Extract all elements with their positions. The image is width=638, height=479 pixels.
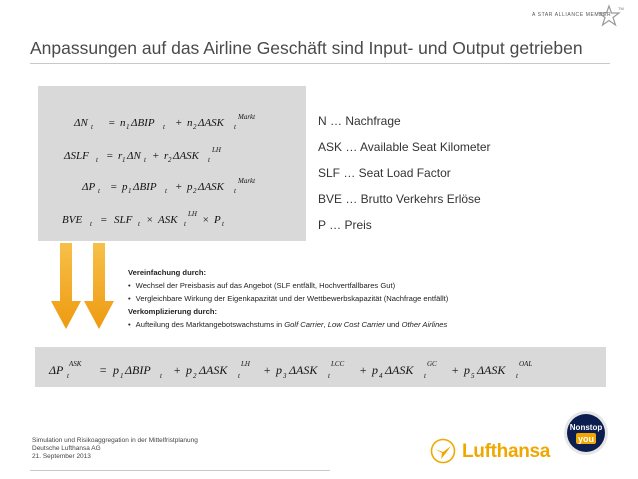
svg-text:4: 4 xyxy=(379,372,383,380)
notes-bullet: • Vergleichbare Wirkung der Eigenkapazität und der Wettbewerbskapazität (Nachfrage entfällt) xyxy=(128,292,448,305)
svg-text:ΔBIP: ΔBIP xyxy=(131,117,155,129)
svg-text:LH: LH xyxy=(188,210,197,218)
svg-text:t: t xyxy=(234,123,236,131)
svg-text:5: 5 xyxy=(471,372,475,380)
svg-text:2: 2 xyxy=(193,372,197,380)
svg-text:Nonstop: Nonstop xyxy=(569,423,603,432)
svg-text:t: t xyxy=(238,372,240,380)
svg-text:=: = xyxy=(110,181,118,193)
svg-text:+: + xyxy=(263,363,272,377)
svg-text:ΔASK: ΔASK xyxy=(477,363,506,377)
svg-text:×: × xyxy=(146,214,154,226)
footer-company: Deutsche Lufthansa AG xyxy=(32,445,101,452)
svg-text:Markt: Markt xyxy=(238,113,256,121)
svg-text:t: t xyxy=(98,187,100,195)
svg-text:+: + xyxy=(175,117,183,129)
svg-text:p: p xyxy=(187,181,193,193)
svg-text:+: + xyxy=(359,363,368,377)
svg-text:t: t xyxy=(222,220,224,228)
svg-text:t: t xyxy=(90,220,92,228)
svg-text:t: t xyxy=(165,187,167,195)
footer-presentation-title: Simulation und Risikoaggregation in der Mittelfristplanung xyxy=(32,437,198,444)
svg-text:t: t xyxy=(96,156,98,164)
svg-text:ΔASK: ΔASK xyxy=(198,181,225,193)
svg-text:t: t xyxy=(67,372,69,380)
star-alliance-text: A STAR ALLIANCE MEMBER xyxy=(532,12,612,18)
svg-text:r: r xyxy=(164,150,169,162)
svg-text:P: P xyxy=(214,214,221,226)
svg-text:2: 2 xyxy=(193,123,197,131)
svg-text:ΔBIP: ΔBIP xyxy=(133,181,157,193)
svg-text:+: + xyxy=(152,150,160,162)
svg-text:TM: TM xyxy=(618,6,624,11)
svg-text:p: p xyxy=(372,363,378,377)
svg-text:t: t xyxy=(138,220,140,228)
svg-text:Markt: Markt xyxy=(238,177,256,185)
svg-text:2: 2 xyxy=(168,156,172,164)
svg-text:ΔN: ΔN xyxy=(74,117,88,129)
svg-text:LCC: LCC xyxy=(331,360,345,368)
svg-text:p: p xyxy=(122,181,128,193)
legend-item-nachfrage: N … Nachfrage xyxy=(318,114,401,128)
svg-text:you: you xyxy=(577,434,595,444)
svg-text:×: × xyxy=(202,214,210,226)
svg-text:t: t xyxy=(184,220,186,228)
wide-equation-svg xyxy=(35,347,606,387)
svg-text:1: 1 xyxy=(128,187,132,195)
svg-text:ASK: ASK xyxy=(158,214,178,226)
equations-box xyxy=(38,86,306,241)
equation-demand xyxy=(73,113,256,131)
svg-text:ΔP: ΔP xyxy=(82,181,96,193)
footer-divider xyxy=(30,470,330,471)
svg-text:2: 2 xyxy=(193,187,197,195)
title-divider xyxy=(30,63,610,64)
svg-text:OAL: OAL xyxy=(519,360,533,368)
svg-text:ΔASK: ΔASK xyxy=(199,363,228,377)
svg-text:p: p xyxy=(464,363,470,377)
svg-text:+: + xyxy=(173,363,182,377)
svg-text:p: p xyxy=(186,363,192,377)
svg-text:LH: LH xyxy=(212,146,221,154)
svg-text:r: r xyxy=(118,150,123,162)
svg-text:ASK: ASK xyxy=(69,360,82,368)
svg-text:ΔSLF: ΔSLF xyxy=(64,150,89,162)
svg-text:+: + xyxy=(175,181,183,193)
svg-text:=: = xyxy=(100,214,108,226)
equation-revenue xyxy=(62,210,225,228)
svg-text:t: t xyxy=(91,123,93,131)
page-title: Anpassungen auf das Airline Geschäft sind Input- und Output getrieben xyxy=(30,38,583,58)
svg-text:ΔP: ΔP xyxy=(49,363,64,377)
down-arrow-icon xyxy=(51,243,81,329)
svg-text:p: p xyxy=(276,363,282,377)
legend-item-ask: ASK … Available Seat Kilometer xyxy=(318,140,491,154)
svg-text:t: t xyxy=(163,123,165,131)
legend-item-slf: SLF … Seat Load Factor xyxy=(318,166,451,180)
svg-text:t: t xyxy=(516,372,518,380)
star-alliance-logo-icon xyxy=(597,3,625,29)
svg-text:+: + xyxy=(451,363,460,377)
svg-text:n: n xyxy=(120,117,126,129)
legend-item-preis: P … Preis xyxy=(318,218,372,232)
svg-text:t: t xyxy=(144,156,146,164)
lufthansa-crane-icon xyxy=(430,438,456,464)
equations-svg xyxy=(38,86,306,241)
svg-text:1: 1 xyxy=(120,372,124,380)
svg-text:3: 3 xyxy=(283,372,287,380)
svg-text:n: n xyxy=(187,117,193,129)
footer xyxy=(32,437,198,461)
svg-text:t: t xyxy=(424,372,426,380)
notes-bullet: • Wechsel der Preisbasis auf das Angebot (SLF entfällt, Hochvertfallbares Gut) xyxy=(128,279,448,292)
svg-text:t: t xyxy=(234,187,236,195)
notes-bullet: • Aufteilung des Marktangebotswachstums in Golf Carrier, Low Cost Carrier und Other Airlines xyxy=(128,318,448,331)
svg-text:=: = xyxy=(108,117,116,129)
svg-text:1: 1 xyxy=(122,156,126,164)
svg-text:1: 1 xyxy=(126,123,130,131)
svg-text:ΔASK: ΔASK xyxy=(173,150,200,162)
notes-heading-simplification: Vereinfachung durch: xyxy=(128,268,207,277)
lufthansa-wordmark: Lufthansa xyxy=(462,441,551,462)
equation-price xyxy=(81,177,256,195)
svg-text:p: p xyxy=(113,363,119,377)
svg-text:SLF: SLF xyxy=(114,214,133,226)
notes-block xyxy=(128,266,448,331)
nonstop-you-badge-icon xyxy=(563,410,609,456)
svg-text:ΔN: ΔN xyxy=(127,150,141,162)
svg-text:ΔASK: ΔASK xyxy=(385,363,414,377)
svg-text:t: t xyxy=(328,372,330,380)
down-arrow-icon xyxy=(84,243,114,329)
wide-equation-box xyxy=(35,347,606,387)
equation-seat-load-factor xyxy=(63,146,222,164)
footer-date: 21. September 2013 xyxy=(32,453,91,460)
legend-item-bve: BVE … Brutto Verkehrs Erlöse xyxy=(318,192,481,206)
svg-text:=: = xyxy=(106,150,114,162)
svg-text:ΔASK: ΔASK xyxy=(289,363,318,377)
svg-text:ΔBIP: ΔBIP xyxy=(125,363,151,377)
svg-text:ΔASK: ΔASK xyxy=(198,117,225,129)
svg-text:GC: GC xyxy=(427,360,437,368)
svg-text:t: t xyxy=(208,156,210,164)
svg-text:BVE: BVE xyxy=(62,214,83,226)
svg-text:LH: LH xyxy=(241,360,250,368)
svg-text:t: t xyxy=(160,372,162,380)
notes-heading-complication: Verkomplizierung durch: xyxy=(128,307,218,316)
svg-text:=: = xyxy=(99,363,108,377)
